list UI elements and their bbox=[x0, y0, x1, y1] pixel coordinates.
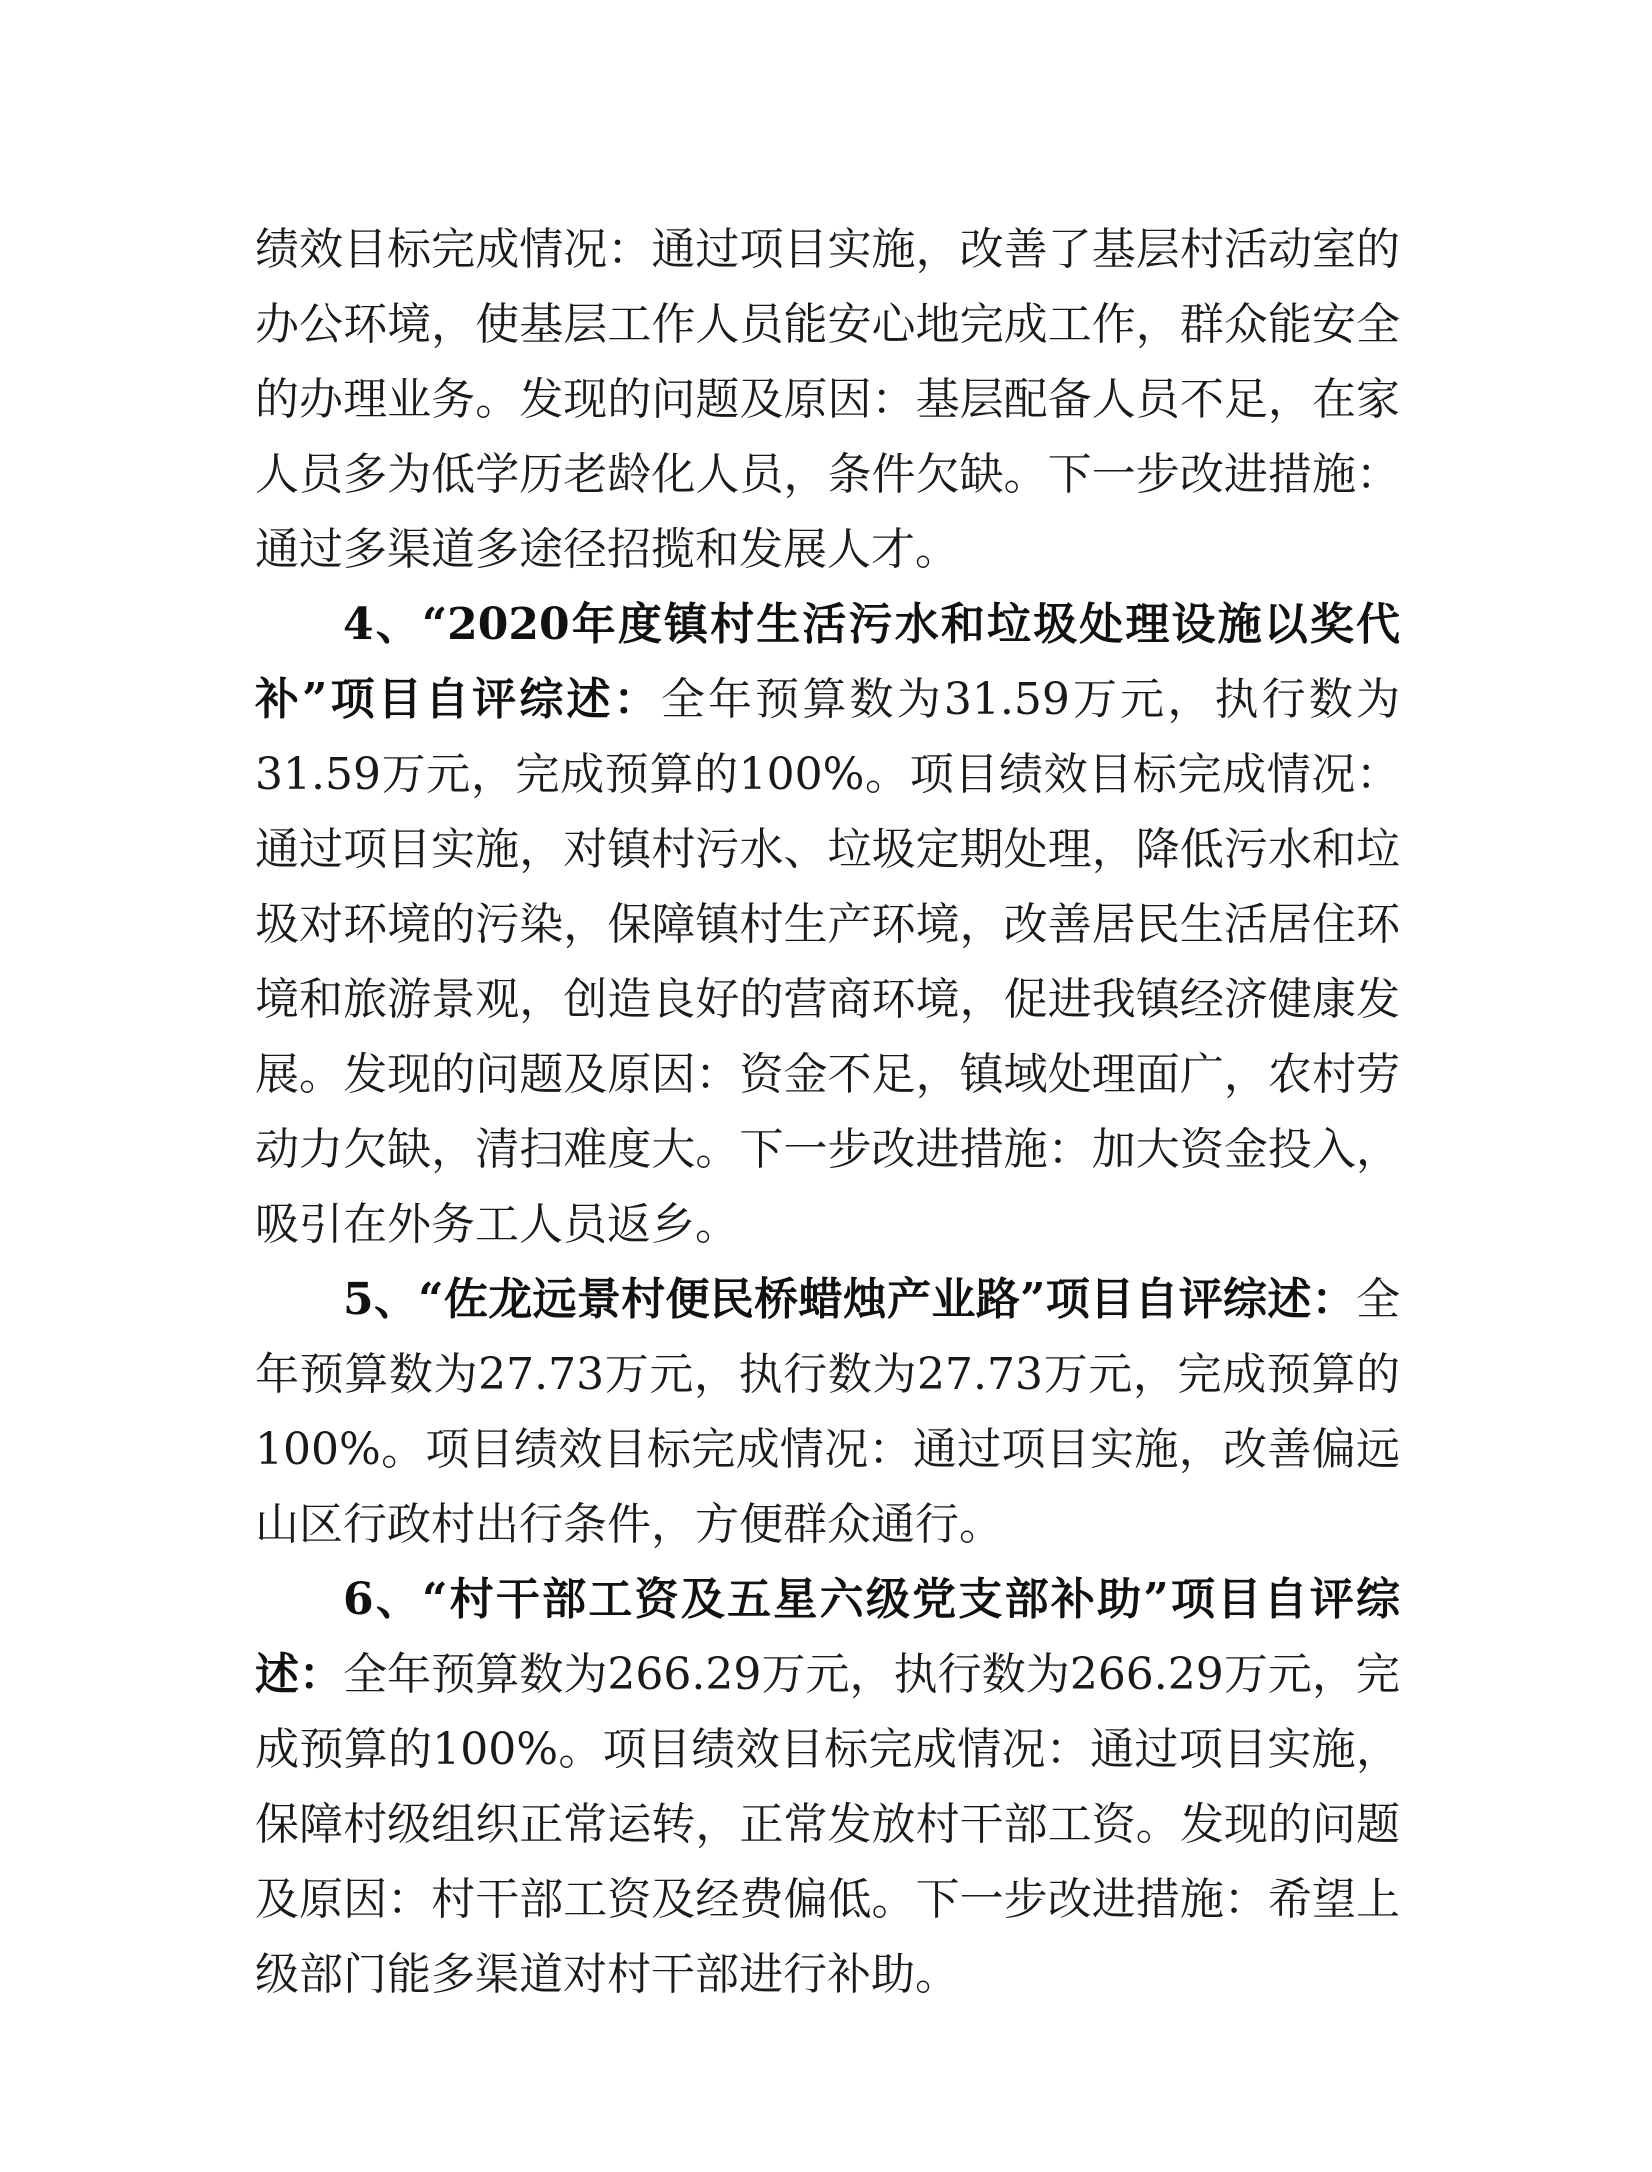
paragraph-body: 全年预算数为27.73万元，执行数为27.73万元，完成预算的100%。项目绩效目标完成情况：通过项目实施，改善偏远山区行政村出行条件，方便群众通行。 bbox=[255, 1274, 1400, 1550]
paragraph-heading: 6、“村干部工资及五星六级党支部补助”项目自评综述： bbox=[255, 1574, 1400, 1700]
paragraph-heading: 4、“2020年度镇村生活污水和垃圾处理设施以奖代补”项目自评综述： bbox=[255, 599, 1400, 725]
paragraph-3-continuation bbox=[255, 212, 1400, 587]
paragraph-5 bbox=[255, 1262, 1400, 1562]
paragraph-body: 绩效目标完成情况：通过项目实施，改善了基层村活动室的办公环境，使基层工作人员能安心地完成工作，群众能安全的办理业务。发现的问题及原因：基层配备人员不足，在家人员多为低学历老龄化人员，条件欠缺。下一步改进措施：通过多渠道多途径招揽和发展人才。 bbox=[255, 224, 1400, 575]
paragraph-body: 全年预算数为31.59万元，执行数为31.59万元，完成预算的100%。项目绩效目标完成情况：通过项目实施，对镇村污水、垃圾定期处理，降低污水和垃圾对环境的污染，保障镇村生产环境，改善居民生活居住环境和旅游景观，创造良好的营商环境，促进我镇经济健康发展。发现的问题及原因：资金不足，镇域处理面广，农村劳动力欠缺，清扫难度大。下一步改进措施：加大资金投入，吸引在外务工人员返乡。 bbox=[255, 674, 1401, 1250]
paragraph-body: 全年预算数为266.29万元，执行数为266.29万元，完成预算的100%。项目绩效目标完成情况：通过项目实施，保障村级组织正常运转，正常发放村干部工资。发现的问题及原因：村干部工资及经费偏低。下一步改进措施：希望上级部门能多渠道对村干部进行补助。 bbox=[255, 1649, 1400, 2000]
document-body bbox=[255, 212, 1400, 2012]
paragraph-4 bbox=[255, 587, 1400, 1262]
paragraph-6 bbox=[255, 1562, 1400, 2012]
paragraph-heading: 5、“佐龙远景村便民桥蜡烛产业路”项目自评综述： bbox=[343, 1274, 1356, 1325]
